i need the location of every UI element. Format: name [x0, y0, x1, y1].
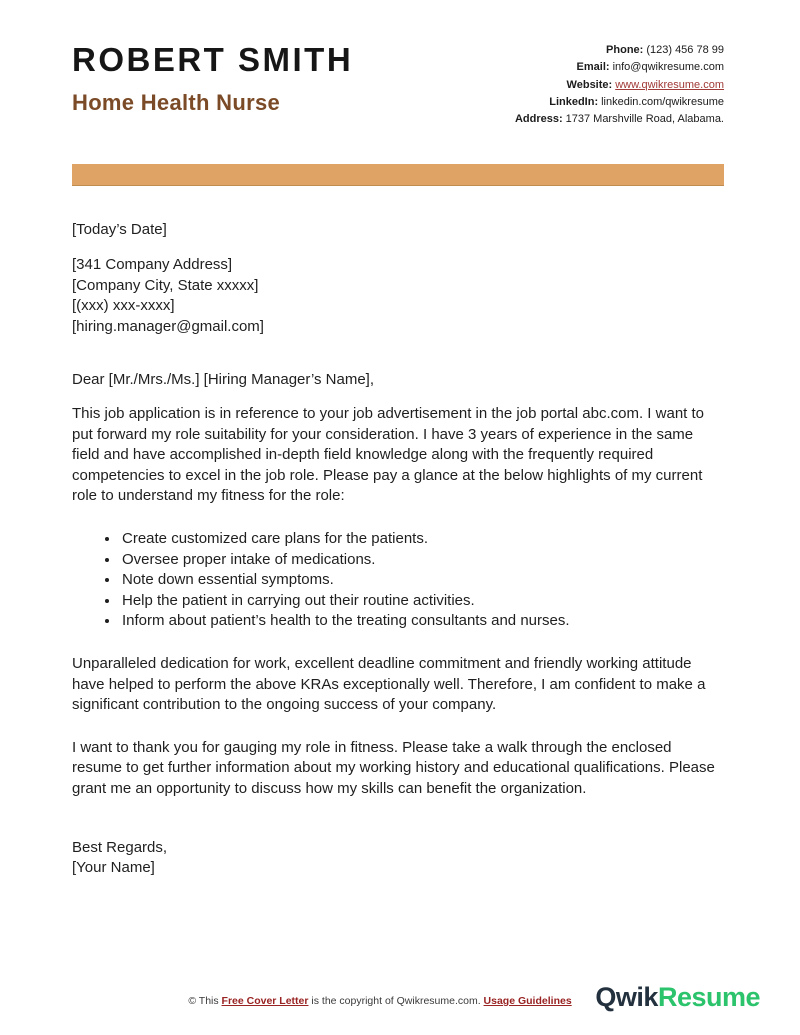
recipient-line: [hiring.manager@gmail.com]: [72, 317, 264, 335]
header: [72, 40, 724, 128]
signature-placeholder: [Your Name]: [72, 859, 155, 877]
highlight-item: • Note down essential symptoms.: [120, 570, 724, 591]
contact-label: Phone:: [606, 44, 644, 56]
highlight-item: • Help the patient in carrying out their routine activities.: [120, 591, 724, 612]
logo-text-resume: Resume: [657, 982, 760, 1012]
highlights-list: [72, 529, 724, 632]
salutation: Dear [Mr./Mrs./Ms.] [Hiring Manager’s Name],: [72, 371, 375, 389]
recipient-line: [341 Company Address]: [72, 256, 233, 274]
contact-label: Email:: [576, 61, 610, 74]
highlight-item: • Oversee proper intake of medications.: [120, 550, 724, 571]
contact-value: (123) 456 78 99: [646, 44, 724, 56]
recipient-line: [Company City, State xxxxx]: [72, 276, 259, 294]
usage-guidelines-link[interactable]: Usage Guidelines: [483, 995, 572, 1007]
contact-label: Website:: [566, 78, 613, 91]
copyright-middle: is the copyright of Qwikresume.com.: [308, 995, 484, 1007]
contact-value: info@qwikresume.com: [612, 61, 724, 74]
highlight-item: • Inform about patient’s health to the treating consultants and nurses.: [120, 611, 724, 632]
contact-row-phone: [515, 42, 724, 59]
contact-list: [515, 42, 724, 128]
person-name: ROBERT SMITH: [72, 41, 354, 78]
website-link[interactable]: www.qwikresume.com: [615, 78, 724, 91]
contact-row-website: [515, 77, 724, 94]
free-cover-letter-link[interactable]: Free Cover Letter: [221, 995, 309, 1007]
paragraph-intro: This job application is in reference to your job advertisement in the job portal abc.com. I want to put forward my role suitability for your consideration. I have 3 years of experience in the same field and have accomplished in-depth field knowledge along with the frequently required competencies to excel in the job role. Please pay a glance at the below highlights of my current role to understand my fitness for the role:: [72, 405, 704, 505]
recipient-address: [72, 255, 724, 337]
contact-row-email: [515, 59, 724, 76]
contact-row-address: [515, 111, 724, 128]
date-line: [Today’s Date]: [72, 221, 167, 239]
recipient-line: [(xxx) xxx-xxxx]: [72, 297, 175, 315]
contact-row-linkedin: [515, 94, 724, 111]
closing-text: Best Regards,: [72, 838, 168, 856]
accent-bar: [72, 164, 724, 186]
contact-label: LinkedIn:: [549, 95, 599, 108]
qwikresume-logo: [595, 982, 760, 1013]
paragraph-dedication: Unparalleled dedication for work, excellent deadline commitment and friendly working attitude have helped to perform the above KRAs exceptionally well. Therefore, I am confident to make a significant contribution to the ongoing success of your company.: [72, 654, 706, 714]
paragraph-thanks: I want to thank you for gauging my role in fitness. Please take a walk through the enclosed resume to get further information about my working history and educational qualifications. Please grant me an opportunity to discuss how my skills can benefit the organization.: [72, 738, 715, 797]
job-title: Home Health Nurse: [72, 89, 281, 115]
identity-block: [72, 40, 353, 116]
contact-value: 1737 Marshville Road, Alabama.: [565, 113, 724, 126]
closing-block: [72, 838, 724, 879]
logo-text-qwik: Qwik: [595, 982, 658, 1012]
letter-body: [72, 220, 724, 878]
copyright-prefix: © This: [188, 995, 222, 1007]
highlight-item: • Create customized care plans for the patients.: [120, 529, 724, 550]
contact-label: Address:: [514, 113, 563, 126]
contact-value: linkedin.com/qwikresume: [601, 95, 724, 108]
